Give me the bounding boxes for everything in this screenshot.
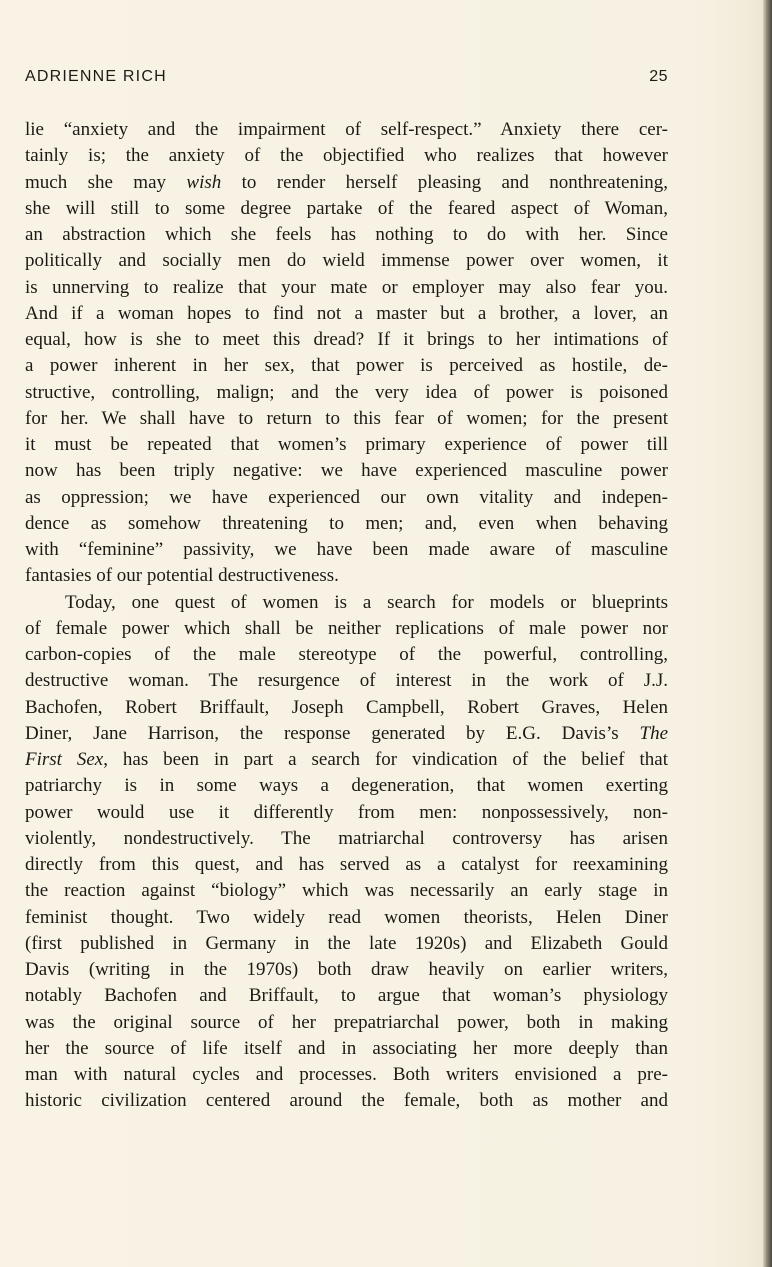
emphasis-wish: wish xyxy=(186,171,222,193)
text-line: of female power which shall be neither replications of male power nor xyxy=(25,617,668,639)
text-line: a power inherent in her sex, that power is perceived as hostile, de- xyxy=(25,355,668,377)
text-line: (first published in Germany in the late 1920s) and Elizabeth Gould xyxy=(25,932,668,954)
text-fragment: Diner, Jane Harrison, the response generated by E.G. Davis’s xyxy=(25,722,640,744)
text-line: the reaction against “biology” which was necessarily an early stage in xyxy=(25,880,668,902)
text-line: Bachofen, Robert Briffault, Joseph Campbell, Robert Graves, Helen xyxy=(25,696,668,718)
text-fragment: much she may xyxy=(25,171,187,193)
text-line: equal, how is she to meet this dread? If it brings to her intimations of xyxy=(25,329,668,350)
text-line xyxy=(25,721,668,747)
text-fragment: to render herself pleasing and nonthreatening, xyxy=(221,171,668,193)
text-line: as oppression; we have experienced our own vitality and indepen- xyxy=(25,486,668,508)
text-line: fantasies of our potential destructiveness. xyxy=(25,565,339,587)
text-line: lie “anxiety and the impairment of self-respect.” Anxiety there cer- xyxy=(25,119,668,140)
text-line: destructive woman. The resurgence of interest in the work of J.J. xyxy=(25,670,668,692)
emphasis-the: The xyxy=(639,722,668,744)
text-line: her the source of life itself and in associating her more deeply than xyxy=(25,1037,668,1059)
text-line: carbon-copies of the male stereotype of the powerful, controlling, xyxy=(25,644,668,665)
text-line: Davis (writing in the 1970s) both draw heavily on earlier writers, xyxy=(25,959,668,980)
text-line: now has been triply negative: we have experienced masculine power xyxy=(25,460,668,482)
emphasis-first-sex: First Sex xyxy=(25,749,104,770)
page-number: 25 xyxy=(649,68,668,85)
text-line: power would use it differently from men: nonpossessively, non- xyxy=(25,801,668,823)
text-line: historic civilization centered around the female, both as mother and xyxy=(25,1090,668,1112)
text-fragment: , has been in part a search for vindication of the belief that xyxy=(103,749,668,770)
text-line: for her. We shall have to return to this fear of women; for the present xyxy=(25,407,668,429)
text-line: is unnerving to realize that your mate or employer may also fear you. xyxy=(25,276,668,298)
text-line: politically and socially men do wield immense power over women, it xyxy=(25,250,668,272)
text-line xyxy=(25,747,668,773)
running-head xyxy=(25,68,668,92)
text-line: violently, nondestructively. The matriarchal controversy has arisen xyxy=(25,827,668,849)
text-line: man with natural cycles and processes. Both writers envisioned a pre- xyxy=(25,1064,668,1085)
text-line: Today, one quest of women is a search for models or blueprints xyxy=(65,591,668,613)
text-line: And if a woman hopes to find not a master but a brother, a lover, an xyxy=(25,302,668,324)
text-line: directly from this quest, and has served as a catalyst for reexamining xyxy=(25,854,668,875)
running-head-author: ADRIENNE RICH xyxy=(25,68,167,85)
text-line: was the original source of her prepatriarchal power, both in making xyxy=(25,1011,668,1033)
text-line: she will still to some degree partake of the feared aspect of Woman, xyxy=(25,197,668,219)
text-line xyxy=(25,170,668,196)
text-line: notably Bachofen and Briffault, to argue that woman’s physiology xyxy=(25,985,668,1007)
text-line: it must be repeated that women’s primary experience of power till xyxy=(25,434,668,455)
text-line: feminist thought. Two widely read women theorists, Helen Diner xyxy=(25,906,668,928)
text-line: dence as somehow threatening to men; and, even when behaving xyxy=(25,512,668,534)
text-line: with “feminine” passivity, we have been made aware of masculine xyxy=(25,539,668,560)
text-line: patriarchy is in some ways a degeneration, that women exerting xyxy=(25,775,668,797)
body-text xyxy=(25,117,668,1115)
text-line: structive, controlling, malign; and the very idea of power is poisoned xyxy=(25,381,668,403)
text-line: an abstraction which she feels has nothing to do with her. Since xyxy=(25,224,668,245)
text-line: tainly is; the anxiety of the objectified who realizes that however xyxy=(25,145,668,167)
page-edge-shadow xyxy=(763,0,772,1267)
